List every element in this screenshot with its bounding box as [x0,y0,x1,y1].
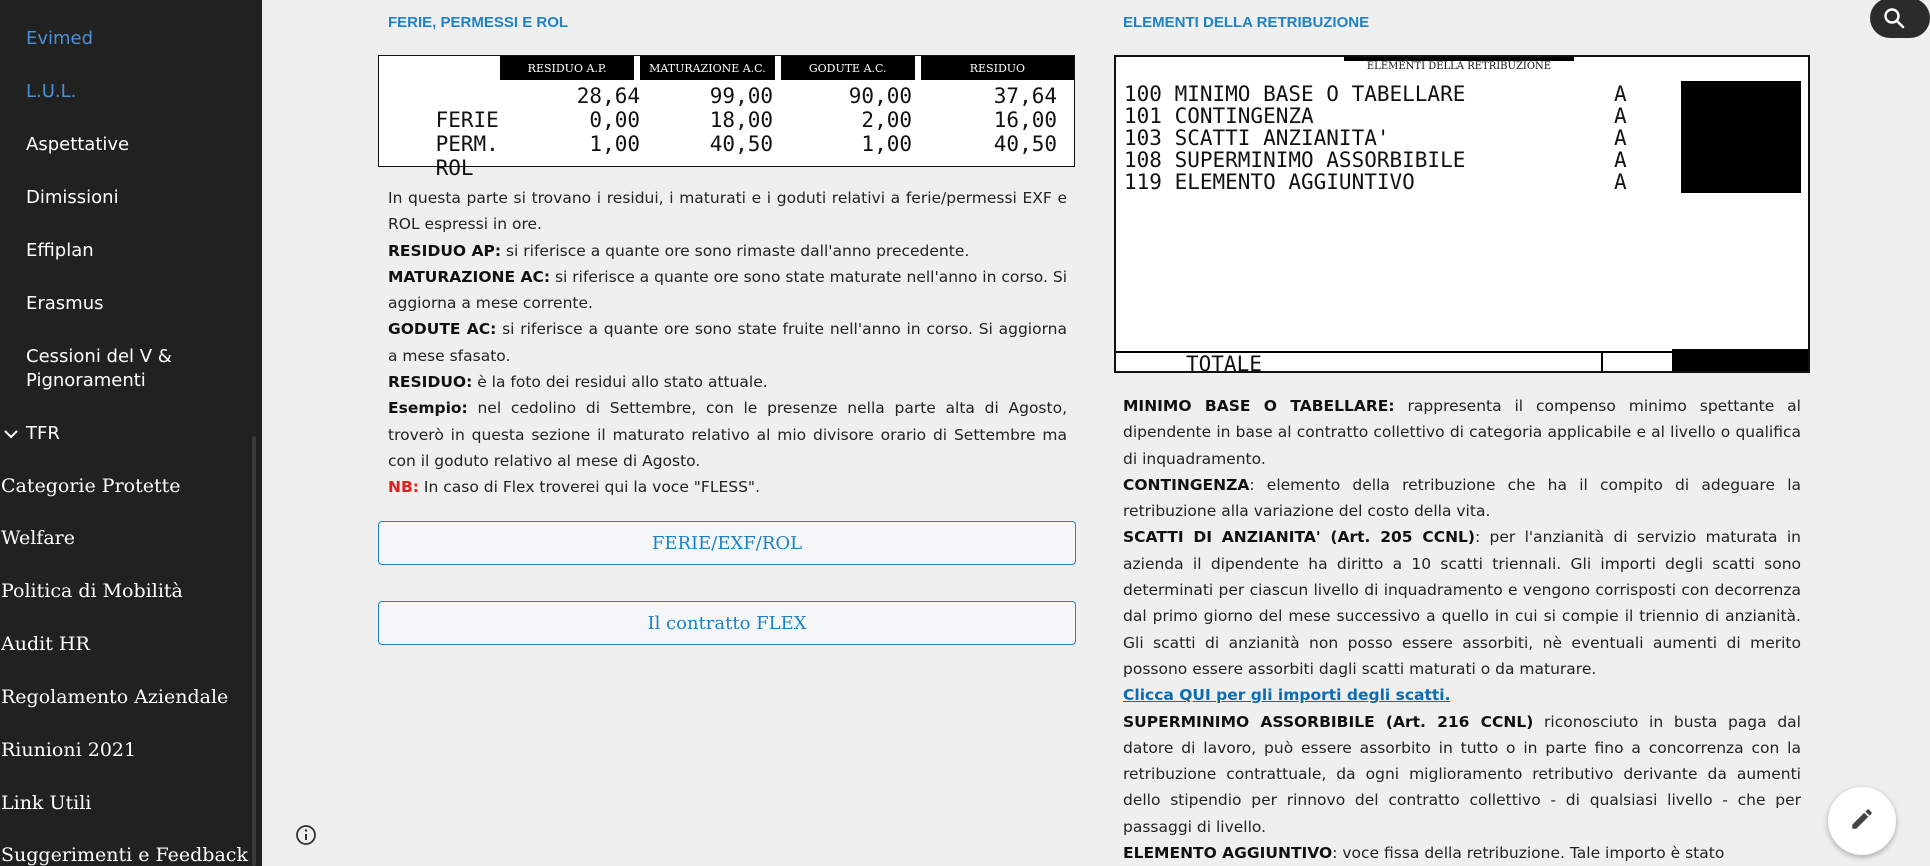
retribuzione-section-title: ELEMENTI DELLA RETRIBUZIONE [1123,14,1370,31]
table-row [1124,104,1627,128]
sidebar-item-link-utili[interactable]: Link Utili [1,792,92,814]
cell: 1,00 [861,132,912,156]
cell: 40,50 [993,132,1057,156]
term-label: MINIMO BASE O TABELLARE: [1123,397,1395,415]
nb-text [388,474,1067,500]
sidebar-item-politica-mobilita[interactable]: Politica di Mobilità [1,580,183,602]
residuo-ap-text [388,238,1067,264]
ferie-description [388,185,1067,501]
table-caption: ELEMENTI DELLA RETRIBUZIONE [1344,57,1574,73]
cell: 18,00 [709,108,773,132]
term-label: ELEMENTO AGGIUNTIVO [1123,844,1333,863]
nb-label: NB: [388,478,419,497]
godute-text [388,316,1067,369]
term-label: MATURAZIONE AC: [388,267,551,286]
intro-text: In questa parte si trovano i residui, i maturati e i goduti relativi a ferie/permessi EXF e ROL espressi in ore. [388,189,1067,234]
esempio-text [388,395,1067,474]
sidebar-item-welfare[interactable]: Welfare [1,527,75,549]
element-code: 100 MINIMO BASE O TABELLARE [1124,82,1466,106]
redacted-total [1672,349,1808,371]
term-label: Esempio: [388,399,468,418]
edit-button[interactable] [1828,787,1896,855]
term-text: è la foto dei residui allo stato attuale. [472,373,768,392]
pencil-icon [1849,806,1875,836]
chevron-down-icon[interactable] [4,423,20,444]
sidebar-item-erasmus[interactable]: Erasmus [26,293,104,314]
element-flag: A [1614,104,1627,128]
row-label: FERIE [435,108,499,132]
term-label: CONTINGENZA [1123,475,1250,494]
scatti-link[interactable]: Clicca QUI per gli importi degli scatti. [1123,686,1451,705]
sidebar-item-categorie-protette[interactable]: Categorie Protette [1,475,181,497]
term-text: rappresenta il compenso minimo spettante al dipendente in base al contratto collettivo di categoria applicabile e al livello o qualifica di inquadramento. [1123,397,1801,468]
cell: 2,00 [861,108,912,132]
sidebar-item-effiplan[interactable]: Effiplan [26,240,94,261]
cell: 40,50 [709,132,773,156]
header-godute: GODUTE A.C. [781,56,915,80]
table-row [1124,82,1627,106]
table-row [1124,148,1627,172]
row-label: ROL [435,156,474,180]
scatti-text [1123,524,1801,682]
term-text: si riferisce a quante ore sono state fruite nell'anno in corso. Si aggiorna a mese sfasato. [388,320,1067,365]
ferie-table-header [500,56,1074,80]
sidebar-scrollbar[interactable] [252,436,256,866]
sidebar-item-tfr-label: TFR [26,423,60,444]
cell: 37,64 [993,84,1057,108]
sidebar-item-lul[interactable]: L.U.L. [26,81,77,102]
element-flag: A [1614,170,1627,194]
header-residuo-ap: RESIDUO A.P. [500,56,634,80]
sidebar-item-suggerimenti[interactable]: Suggerimenti e Feedback [1,844,248,866]
term-label: RESIDUO: [388,373,473,392]
search-button[interactable] [1870,0,1930,38]
sidebar-item-regolamento[interactable]: Regolamento Aziendale [1,686,229,708]
sidebar-item-cessioni[interactable]: Cessioni del V & [26,346,172,367]
ferie-exf-rol-button[interactable]: FERIE/EXF/ROL [378,521,1076,565]
term-text: si riferisce a quante ore sono state maturate nell'anno in corso. Si aggiorna a mese corrente. [388,267,1068,313]
header-maturazione: MATURAZIONE A.C. [640,56,774,80]
term-label: SCATTI DI ANZIANITA' (Art. 205 CCNL) [1123,528,1476,547]
info-icon [295,824,317,850]
sidebar-item-audit-hr[interactable]: Audit HR [1,633,90,655]
element-code: 103 SCATTI ANZIANITA' [1124,126,1390,150]
term-text: nel cedolino di Settembre, con le presenze nella parte alta di Agosto, troverò in questa sezione il maturato relativo al mio divisore orario di Settembre ma con il goduto relativo al mese di Agosto. [388,399,1067,470]
minimo-text [1123,393,1801,472]
term-text: si riferisce a quante ore sono rimaste dall'anno precedente. [501,241,970,260]
element-code: 119 ELEMENTO AGGIUNTIVO [1124,170,1415,194]
scatti-link-row [1123,682,1801,708]
ferie-section-title: FERIE, PERMESSI E ROL [388,14,569,31]
element-flag: A [1614,126,1627,150]
cell: 16,00 [993,108,1057,132]
row-label: PERM. [435,132,499,156]
elemento-aggiuntivo-text [1123,840,1801,866]
sidebar [0,0,262,866]
element-code: 101 CONTINGENZA [1124,104,1314,128]
retribuzione-table-image [1114,55,1810,376]
ferie-table-image [378,55,1075,180]
sidebar-item-tfr[interactable] [26,423,60,444]
sidebar-item-aspettative[interactable]: Aspettative [26,134,130,155]
divider [1601,351,1603,371]
contingenza-text [1123,472,1801,525]
sidebar-item-dimissioni[interactable]: Dimissioni [26,187,119,208]
table-row [1124,170,1627,194]
term-text: : per l'anzianità di servizio maturata in azienda il dipendente ha diritto a 10 scatti triennali. Gli importi degli scatti sono determinati per ciascun livello di inquadramento e vengono corrisposti con decorrenza dal primo giorno del mese successivo a quello in cui si compie il triennio di anzianità. Gli scatti di anzianità non posso essere assorbiti, nè eventuali aumenti di merito possono essere assorbiti dagli scatti maturati o da maturare. [1123,528,1801,678]
sidebar-item-evimed[interactable]: Evimed [26,28,94,49]
term-label: SUPERMINIMO ASSORBIBILE (Art. 216 CCNL) [1123,712,1534,731]
sidebar-item-pignoramenti[interactable]: Pignoramenti [26,370,146,391]
total-label: TOTALE [1186,352,1262,376]
residuo-text [388,369,1067,395]
cell: 99,00 [709,84,773,108]
sidebar-item-riunioni-2021[interactable]: Riunioni 2021 [1,739,137,761]
term-text: : voce fissa della retribuzione. Tale importo è stato [1332,844,1725,863]
term-label: GODUTE AC: [388,320,497,339]
table-row [1124,126,1627,150]
cell: 90,00 [848,84,912,108]
maturazione-text [388,264,1067,317]
cell: 0,00 [589,108,640,132]
element-code: 108 SUPERMINIMO ASSORBIBILE [1124,148,1466,172]
header-residuo: RESIDUO [921,56,1074,80]
term-text: In caso di Flex troverei qui la voce "FLESS". [419,478,760,497]
term-label: RESIDUO AP: [388,241,502,260]
term-text: : elemento della retribuzione che ha il compito di adeguare la retribuzione alla variazione del costo della vita. [1123,475,1801,521]
redacted-block [1681,81,1801,193]
info-button[interactable] [292,823,320,851]
contratto-flex-button[interactable]: Il contratto FLEX [378,601,1076,645]
superminimo-text [1123,709,1801,840]
element-flag: A [1614,148,1627,172]
retribuzione-description [1123,393,1801,866]
search-icon [1882,6,1906,34]
element-flag: A [1614,82,1627,106]
cell: 1,00 [589,132,640,156]
cell: 28,64 [576,84,640,108]
term-text: riconosciuto in busta paga dal datore di lavoro, può essere assorbito in tutto o in parte fino a concorrenza con la retribuzione contrattuale, da ogni miglioramento retributivo derivante da aumenti dello stipendio per rinnovo del contratto collettivo - di qualsiasi livello - che per passaggi di livello. [1123,712,1801,836]
